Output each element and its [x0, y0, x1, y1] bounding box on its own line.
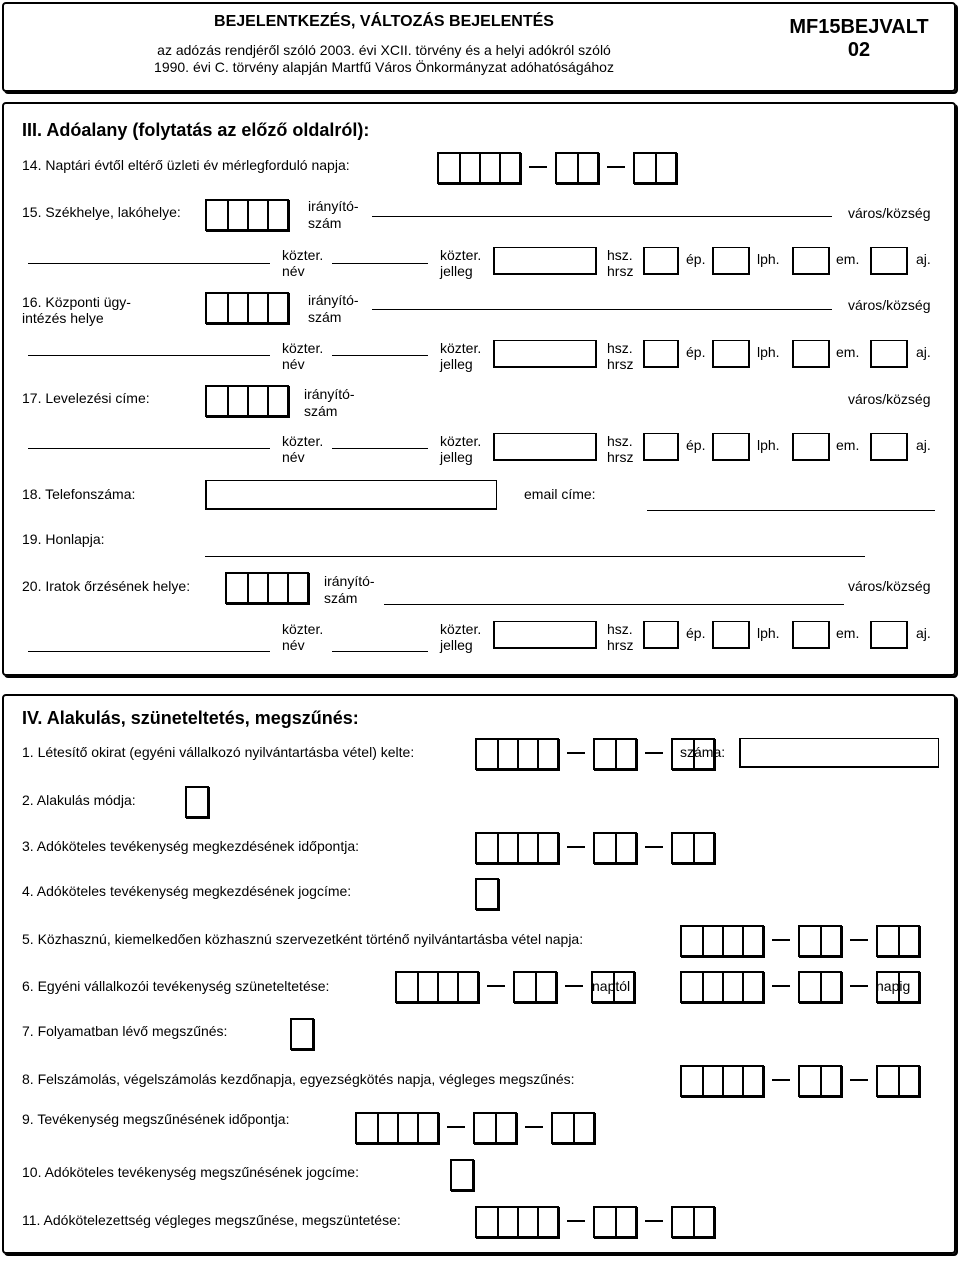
- postcode-label: irányító-: [308, 198, 359, 214]
- item-16-city-input[interactable]: [372, 309, 832, 310]
- item-16-street-type-input[interactable]: [332, 355, 428, 356]
- item-17-street-type-field[interactable]: [493, 433, 597, 461]
- building-label: ép.: [686, 344, 706, 360]
- item-20-city-input[interactable]: [384, 604, 844, 605]
- item-iv-1-date-boxes[interactable]: [475, 738, 715, 770]
- item-16-label-line1: 16. Központi ügy-: [22, 294, 131, 310]
- staircase-label: lph.: [757, 251, 780, 267]
- house-number-label: hsz.: [607, 621, 633, 637]
- item-14-label: 14. Naptári évtől eltérő üzleti év mérlegforduló napja:: [22, 157, 350, 173]
- street-type-label-2: jelleg: [440, 356, 473, 372]
- item-iv-4-code-box[interactable]: [475, 878, 499, 910]
- item-17-street-name-input[interactable]: [28, 448, 270, 449]
- street-name-label: név: [282, 356, 305, 372]
- item-20-floor-field[interactable]: [870, 621, 908, 649]
- item-20-building-field[interactable]: [712, 621, 750, 649]
- item-iv-10-label: 10. Adóköteles tevékenység megszűnésének jogcíme:: [22, 1164, 359, 1180]
- street-type-label: közter.: [440, 621, 482, 637]
- item-iv-6-from-label: naptól: [592, 978, 631, 994]
- street-label: közter.: [282, 621, 324, 637]
- item-17-street-type-input[interactable]: [332, 448, 428, 449]
- street-type-label-2: jelleg: [440, 449, 473, 465]
- postcode-label-2: szám: [304, 403, 338, 419]
- item-16-floor-field[interactable]: [870, 340, 908, 368]
- lot-number-label: hrsz: [607, 263, 634, 279]
- item-16-postcode-boxes[interactable]: [205, 292, 289, 324]
- header-panel: [2, 2, 956, 92]
- house-number-label: hsz.: [607, 340, 633, 356]
- item-15-label: 15. Székhelye, lakóhelye:: [22, 204, 181, 220]
- item-15-building-field[interactable]: [712, 247, 750, 275]
- city-label: város/község: [848, 205, 931, 221]
- item-iv-2-label: 2. Alakulás módja:: [22, 792, 136, 808]
- street-name-label: név: [282, 449, 305, 465]
- item-iv-7-label: 7. Folyamatban lévő megszűnés:: [22, 1023, 228, 1039]
- postcode-label-2: szám: [308, 309, 342, 325]
- staircase-label: lph.: [757, 344, 780, 360]
- postcode-label: irányító-: [308, 292, 359, 308]
- street-name-label: név: [282, 637, 305, 653]
- item-17-staircase-field[interactable]: [792, 433, 830, 461]
- street-type-label-2: jelleg: [440, 637, 473, 653]
- house-number-label: hsz.: [607, 433, 633, 449]
- item-iv-2-code-box[interactable]: [185, 786, 209, 818]
- house-number-label: hsz.: [607, 247, 633, 263]
- street-label: közter.: [282, 247, 324, 263]
- form-subtitle-line1: az adózás rendjéről szóló 2003. évi XCII. törvény és a helyi adókról szóló: [157, 42, 611, 58]
- street-type-label: közter.: [440, 340, 482, 356]
- item-16-building-field[interactable]: [712, 340, 750, 368]
- item-iv-8-label: 8. Felszámolás, végelszámolás kezdőnapja, egyezségkötés napja, végleges megszűnés:: [22, 1071, 575, 1087]
- item-20-staircase-field[interactable]: [792, 621, 830, 649]
- item-16-house-number-field[interactable]: [643, 340, 679, 368]
- postcode-label-2: szám: [308, 215, 342, 231]
- floor-label: em.: [836, 437, 860, 453]
- item-15-house-number-field[interactable]: [643, 247, 679, 275]
- item-iv-10-code-box[interactable]: [450, 1159, 474, 1191]
- street-type-label-2: jelleg: [440, 263, 473, 279]
- item-17-label: 17. Levelezési címe:: [22, 390, 150, 406]
- door-label: aj.: [916, 344, 931, 360]
- form-title: BEJELENTKEZÉS, VÁLTOZÁS BEJELENTÉS: [214, 13, 554, 30]
- item-16-label-line2: intézés helye: [22, 310, 104, 326]
- item-15-floor-field[interactable]: [870, 247, 908, 275]
- lot-number-label: hrsz: [607, 637, 634, 653]
- item-iv-6-to-label: napig: [876, 978, 911, 994]
- item-20-street-type-field[interactable]: [493, 621, 597, 649]
- door-label: aj.: [916, 625, 931, 641]
- phone-field[interactable]: [205, 480, 497, 510]
- email-label: email címe:: [524, 486, 596, 502]
- building-label: ép.: [686, 437, 706, 453]
- item-17-floor-field[interactable]: [870, 433, 908, 461]
- item-16-street-type-field[interactable]: [493, 340, 597, 368]
- item-15-staircase-field[interactable]: [792, 247, 830, 275]
- item-15-postcode-boxes[interactable]: [205, 199, 289, 231]
- item-16-staircase-field[interactable]: [792, 340, 830, 368]
- item-iv-3-label: 3. Adóköteles tevékenység megkezdésének időpontja:: [22, 838, 360, 854]
- item-15-street-type-field[interactable]: [493, 247, 597, 275]
- building-label: ép.: [686, 625, 706, 641]
- item-iv-7-code-box[interactable]: [290, 1018, 314, 1050]
- form-code: MF15BEJVALT: [789, 16, 929, 38]
- item-iv-5-date-boxes[interactable]: [680, 925, 920, 957]
- website-input[interactable]: [205, 556, 865, 557]
- item-16-street-name-input[interactable]: [28, 355, 270, 356]
- door-label: aj.: [916, 251, 931, 267]
- floor-label: em.: [836, 344, 860, 360]
- staircase-label: lph.: [757, 625, 780, 641]
- item-14-date-boxes[interactable]: [437, 152, 677, 184]
- lot-number-label: hrsz: [607, 449, 634, 465]
- item-iv-1-number-label: száma:: [680, 744, 726, 760]
- lot-number-label: hrsz: [607, 356, 634, 372]
- item-iv-3-date-boxes[interactable]: [475, 832, 715, 864]
- city-label: város/község: [848, 578, 931, 594]
- item-iv-9-label: 9. Tevékenység megszűnésének időpontja:: [22, 1111, 290, 1127]
- building-label: ép.: [686, 251, 706, 267]
- item-iv-8-date-boxes[interactable]: [680, 1065, 920, 1097]
- item-iv-9-date-boxes[interactable]: [355, 1112, 595, 1144]
- item-15-street-type-input[interactable]: [332, 263, 428, 264]
- postcode-label-2: szám: [324, 590, 358, 606]
- floor-label: em.: [836, 251, 860, 267]
- postcode-label: irányító-: [324, 573, 375, 589]
- section-iii-title: III. Adóalany (folytatás az előző oldalról):: [22, 120, 370, 140]
- item-17-building-field[interactable]: [712, 433, 750, 461]
- item-20-street-type-input[interactable]: [332, 651, 428, 652]
- item-18-label: 18. Telefonszáma:: [22, 486, 136, 502]
- door-label: aj.: [916, 437, 931, 453]
- item-iv-1-label: 1. Létesítő okirat (egyéni vállalkozó nyilvántartásba vétel) kelte:: [22, 744, 415, 760]
- item-20-label: 20. Iratok őrzésének helye:: [22, 578, 191, 594]
- street-label: közter.: [282, 433, 324, 449]
- email-input[interactable]: [647, 510, 935, 511]
- item-15-city-input[interactable]: [372, 216, 832, 217]
- item-iv-1-number-field[interactable]: [739, 738, 939, 768]
- street-type-label: közter.: [440, 247, 482, 263]
- city-label: város/község: [848, 297, 931, 313]
- street-type-label: közter.: [440, 433, 482, 449]
- item-iv-11-label: 11. Adókötelezettség végleges megszűnése, megszüntetése:: [22, 1212, 401, 1228]
- item-17-house-number-field[interactable]: [643, 433, 679, 461]
- staircase-label: lph.: [757, 437, 780, 453]
- street-label: közter.: [282, 340, 324, 356]
- form-subtitle-line2: 1990. évi C. törvény alapján Martfű Város Önkormányzat adóhatóságához: [154, 59, 614, 75]
- item-iv-4-label: 4. Adóköteles tevékenység megkezdésének jogcíme:: [22, 883, 352, 899]
- item-20-street-name-input[interactable]: [28, 651, 270, 652]
- item-20-postcode-boxes[interactable]: [225, 572, 309, 604]
- item-17-postcode-boxes[interactable]: [205, 385, 289, 417]
- item-iv-6-label: 6. Egyéni vállalkozói tevékenység szüneteltetése:: [22, 978, 330, 994]
- section-iv-title: IV. Alakulás, szüneteltetés, megszűnés:: [22, 708, 359, 728]
- postcode-label: irányító-: [304, 386, 355, 402]
- page-number: 02: [847, 39, 871, 61]
- item-20-house-number-field[interactable]: [643, 621, 679, 649]
- street-name-label: név: [282, 263, 305, 279]
- item-19-label: 19. Honlapja:: [22, 531, 105, 547]
- item-iv-11-date-boxes[interactable]: [475, 1206, 715, 1238]
- floor-label: em.: [836, 625, 860, 641]
- item-iv-5-label: 5. Közhasznú, kiemelkedően közhasznú szervezetként történő nyilvántartásba vétel napja:: [22, 931, 584, 947]
- city-label: város/község: [848, 391, 931, 407]
- item-15-street-name-input[interactable]: [28, 263, 270, 264]
